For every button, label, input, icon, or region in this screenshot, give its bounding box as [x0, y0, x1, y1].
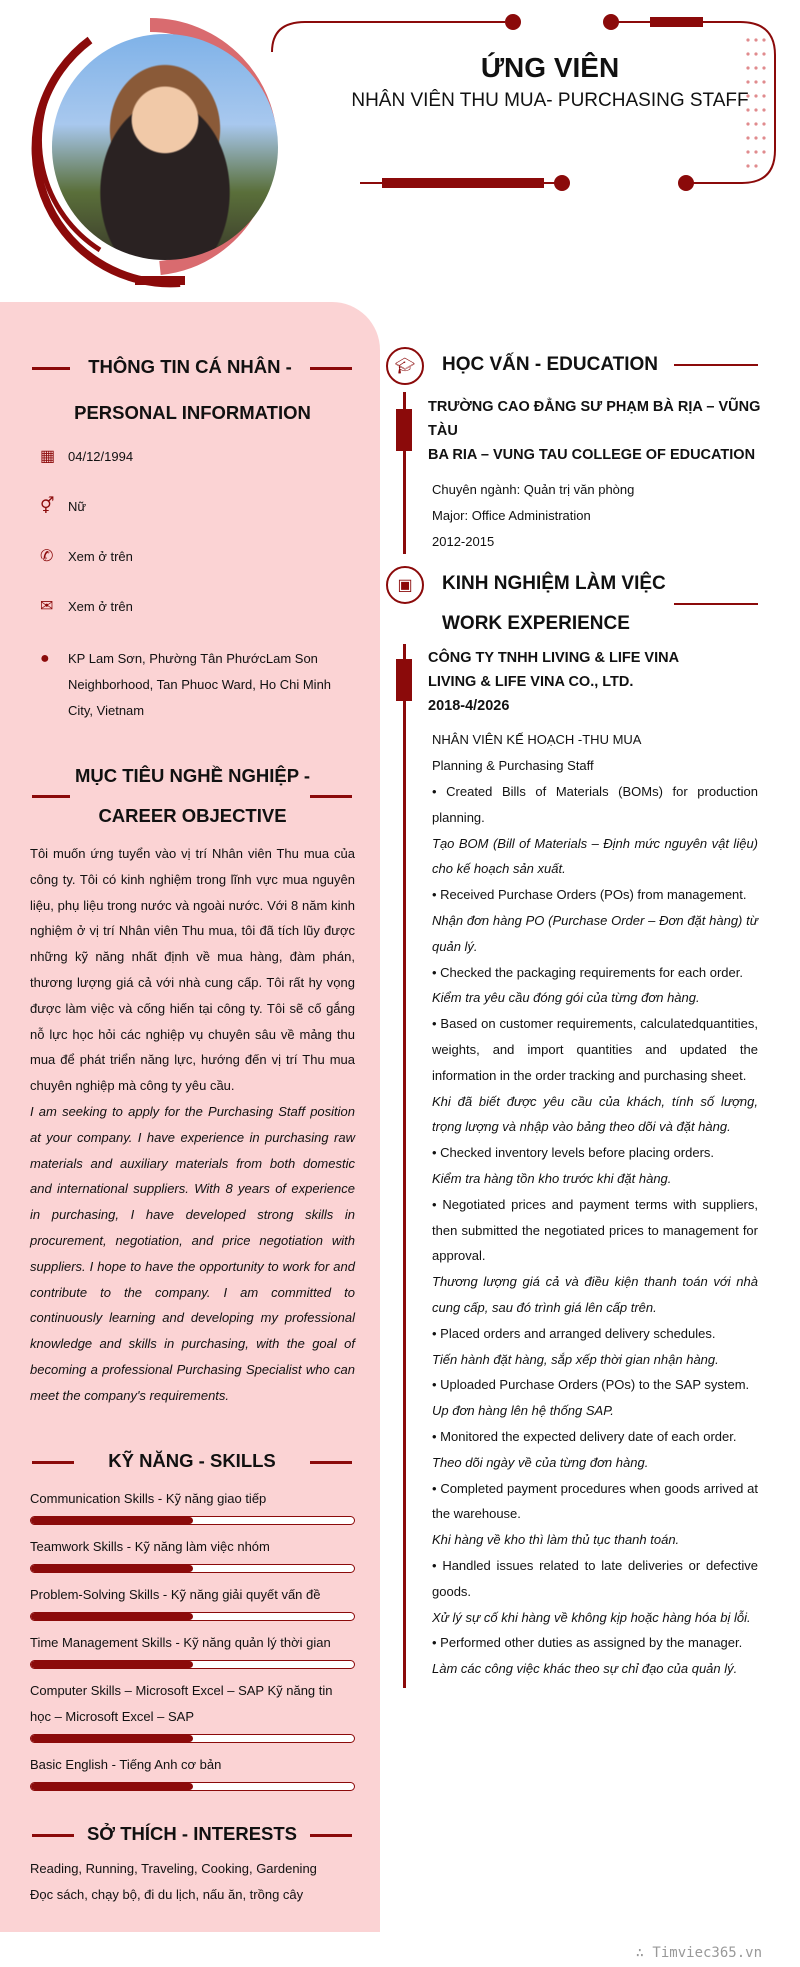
calendar-icon: ▦ — [40, 448, 56, 465]
divider — [310, 1461, 352, 1464]
skill-level-fill — [31, 1783, 193, 1790]
objective-title: MỤC TIÊU NGHỀ NGHIỆP - — [74, 765, 311, 786]
duties-list — [432, 779, 758, 1682]
company-name-en: LIVING & LIFE VINA CO., LTD. — [428, 674, 634, 690]
avatar — [52, 34, 278, 260]
experience-title-en: WORK EXPERIENCE — [442, 613, 630, 634]
duty-en: • Performed other duties as assigned by the manager. — [432, 1635, 743, 1651]
skill-label: Time Management Skills - Kỹ năng quản lý thời gian — [30, 1635, 331, 1650]
divider — [674, 603, 758, 605]
duty-vi: Theo dõi ngày về của từng đơn hàng. — [432, 1454, 649, 1470]
duty-vi: Khi đã biết được yêu cầu của khách, tính số lượng, trọng lượng và nhập vào bảng theo dõi và đặt hàng. — [432, 1093, 758, 1135]
briefcase-icon: ▣ — [386, 566, 424, 604]
skill-label: Computer Skills – Microsoft Excel – SAP Kỹ năng tin học – Microsoft Excel – SAP — [30, 1683, 333, 1724]
school-name-vi: TRƯỜNG CAO ĐẲNG SƯ PHẠM BÀ RỊA – VŨNG TÀU — [428, 399, 761, 439]
divider — [310, 795, 352, 798]
skill-level-fill — [31, 1517, 193, 1524]
personal-info-title: THÔNG TIN CÁ NHÂN - — [88, 356, 292, 377]
education-years: 2012-2015 — [432, 534, 495, 549]
graduation-cap-icon: 🎓︎ — [386, 347, 424, 385]
timeline-marker — [396, 659, 412, 701]
duty-en: • Based on customer requirements, calculatedquantities, weights, and import quantities and updated the information in the order tracking and purchasing sheet. — [432, 1016, 758, 1083]
dob-row — [40, 444, 360, 470]
skill-label: Communication Skills - Kỹ năng giao tiếp — [30, 1491, 267, 1506]
position-en: Planning & Purchasing Staff — [432, 758, 594, 773]
duty-en: • Completed payment procedures when goods arrived at the warehouse. — [432, 1480, 758, 1522]
skill-label: Basic English - Tiếng Anh cơ bản — [30, 1757, 222, 1772]
email-row — [40, 594, 360, 620]
duty-en: • Received Purchase Orders (POs) from management. — [432, 887, 747, 903]
personal-info-title-en: PERSONAL INFORMATION — [74, 402, 311, 423]
employment-period: 2018-4/2026 — [428, 698, 510, 714]
candidate-role: NHÂN VIÊN THU MUA- PURCHASING STAFF — [351, 90, 749, 111]
duty-en: • Uploaded Purchase Orders (POs) to the SAP system. — [432, 1377, 750, 1393]
duty-en: • Placed orders and arranged delivery schedules. — [432, 1325, 716, 1341]
location-icon: ● — [40, 650, 50, 667]
duty-vi: Nhận đơn hàng PO (Purchase Order – Đơn đặt hàng) từ quản lý. — [432, 912, 758, 954]
skill-label: Problem-Solving Skills - Kỹ năng giải quyết vấn đề — [30, 1587, 321, 1602]
address-row — [40, 646, 360, 724]
candidate-name: ỨNG VIÊN — [480, 52, 620, 83]
duty-vi: Kiểm tra yêu cầu đóng gói của từng đơn hàng. — [432, 990, 700, 1006]
school-name-en: BA RIA – VUNG TAU COLLEGE OF EDUCATION — [428, 447, 756, 463]
interests-title: SỞ THÍCH - INTERESTS — [86, 1823, 298, 1844]
skills-title: KỸ NĂNG - SKILLS — [108, 1450, 276, 1471]
duty-vi: Xử lý sự cố khi hàng về không kịp hoặc hàng hóa bị lỗi. — [432, 1609, 751, 1625]
phone-value: Xem ở trên — [68, 549, 133, 564]
duty-vi: Khi hàng về kho thì làm thủ tục thanh toán. — [432, 1532, 680, 1548]
interests-en: Reading, Running, Traveling, Cooking, Gardening — [30, 1861, 317, 1876]
skill-level-bar — [30, 1516, 355, 1525]
watermark: ∴ Timviec365.vn — [635, 1945, 762, 1961]
skill-level-bar — [30, 1734, 355, 1743]
gender-row — [40, 494, 360, 520]
duty-vi: Tạo BOM (Bill of Materials – Định mức nguyên vật liệu) cho kế hoạch sản xuất. — [432, 835, 758, 877]
timeline-line — [403, 644, 406, 1688]
objective-text-vi: Tôi muốn ứng tuyển vào vị trí Nhân viên Thu mua của công ty. Tôi có kinh nghiệm trong lĩnh vực mua nguyên liệu, phụ liệu trong nước và ngoài nước. Với 8 năm kinh nghiệm ở vị trí Nhân viên Thu mua, tôi đã tích lũy được những kỹ năng nhất định về mua hàng, đàm phán, thương lượng giá cả với nhà cung cấp. Tôi rất hy vọng được làm việc và cống hiến tại công ty. Tôi sẽ cố gắng nỗ lực học hỏi các nghiệp vụ chuyên sâu về mảng thu mua để phát triển năng lực, hướng đến vị trí Thu mua chuyên nghiệp mà công ty yêu cầu. — [30, 846, 355, 1094]
duty-en: • Handled issues related to late deliveries or defective goods. — [432, 1557, 758, 1599]
interests-vi: Đọc sách, chạy bộ, đi du lịch, nấu ăn, trồng cây — [30, 1887, 304, 1902]
address-value: KP Lam Sơn, Phường Tân PhướcLam Son Neighborhood, Tan Phuoc Ward, Ho Chi Minh City, Vietnam — [68, 651, 332, 718]
experience-title: KINH NGHIỆM LÀM VIỆC — [442, 573, 666, 594]
objective-text-en: I am seeking to apply for the Purchasing Staff position at your company. I have experience in purchasing raw materials and auxiliary materials from both domestic and international suppliers. With 8 years of experience in purchasing, I have developed strong skills in procurement, negotiation, and price negotiation with suppliers. I hope to have the opportunity to work for and contribute to the company. I am committed to continuously learning and developing my professional knowledge and skills in purchasing, with the goal of becoming a professional Purchasing Specialist who can meet the company's requirements. — [30, 1104, 355, 1403]
company-name-vi: CÔNG TY TNHH LIVING & LIFE VINA — [428, 650, 680, 666]
divider — [310, 367, 352, 370]
divider — [32, 1461, 74, 1464]
email-value: Xem ở trên — [68, 599, 133, 614]
duty-vi: Kiểm tra hàng tồn kho trước khi đặt hàng. — [432, 1170, 672, 1186]
divider — [32, 1834, 74, 1837]
duty-en: • Created Bills of Materials (BOMs) for production planning. — [432, 784, 758, 825]
duty-vi: Thương lượng giá cả và điều kiện thanh toán với nhà cung cấp, sau đó trình giá lên cấp trên. — [432, 1274, 758, 1315]
duty-en: • Checked inventory levels before placing orders. — [432, 1145, 715, 1161]
skill-level-fill — [31, 1735, 193, 1742]
major-en: Major: Office Administration — [432, 508, 591, 523]
timeline-marker — [396, 409, 412, 451]
phone-icon: ✆ — [40, 548, 54, 565]
divider — [674, 364, 758, 366]
phone-row — [40, 544, 360, 570]
objective-title-en: CAREER OBJECTIVE — [98, 805, 287, 826]
major-vi: Chuyên ngành: Quản trị văn phòng — [432, 482, 635, 497]
gender-icon: ⚥ — [40, 498, 55, 515]
skill-level-fill — [31, 1661, 193, 1668]
duty-vi: Up đơn hàng lên hệ thống SAP. — [432, 1403, 614, 1419]
duty-en: • Monitored the expected delivery date of each order. — [432, 1428, 737, 1444]
divider — [32, 367, 70, 370]
skill-level-bar — [30, 1564, 355, 1573]
position-vi: NHÂN VIÊN KẾ HOẠCH -THU MUA — [432, 732, 642, 747]
skill-level-bar — [30, 1660, 355, 1669]
gender-value: Nữ — [68, 499, 87, 514]
skill-level-bar — [30, 1782, 355, 1791]
duty-vi: Tiến hành đặt hàng, sắp xếp thời gian nhận hàng. — [432, 1351, 719, 1367]
dob-value: 04/12/1994 — [68, 449, 134, 464]
divider — [310, 1834, 352, 1837]
skill-level-fill — [31, 1613, 193, 1620]
education-title: HỌC VẤN - EDUCATION — [442, 354, 659, 375]
skill-level-bar — [30, 1612, 355, 1621]
duty-en: • Checked the packaging requirements for each order. — [432, 964, 743, 980]
skill-label: Teamwork Skills - Kỹ năng làm việc nhóm — [30, 1539, 270, 1554]
email-icon: ✉ — [40, 598, 54, 615]
skill-level-fill — [31, 1565, 193, 1572]
divider — [32, 795, 70, 798]
duty-vi: Làm các công việc khác theo sự chỉ đạo của quản lý. — [432, 1661, 738, 1677]
duty-en: • Negotiated prices and payment terms with suppliers, then submitted the negotiated prices to management for approval. — [432, 1196, 758, 1264]
